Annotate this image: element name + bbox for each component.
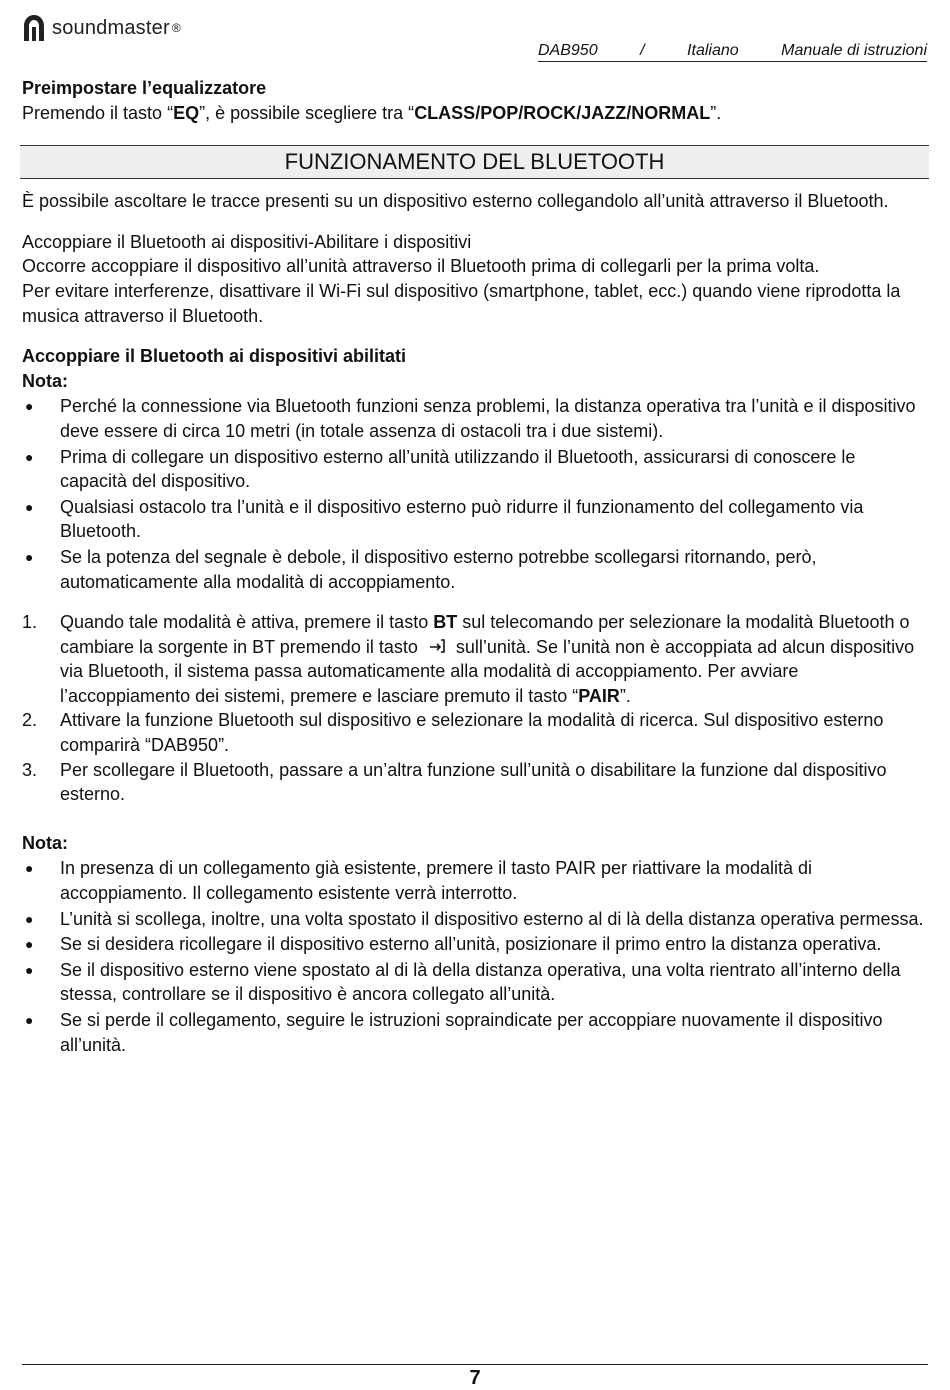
note-label-2: Nota: [22, 832, 68, 853]
list-item: ● Se si desidera ricollegare il dispositivo esterno all’unità, posizionare il primo entro la distanza operativa. [25, 934, 882, 955]
note-list-2 [22, 856, 927, 1057]
eq-modes: CLASS/POP/ROCK/JAZZ/NORMAL [414, 102, 711, 123]
list-item: ● Perché la connessione via Bluetooth funzioni senza problemi, la distanza operativa tra l’unità e il dispositivo deve essere di circa 10 metri (in totale assenza di ostacoli tra i due sistemi). [25, 396, 916, 441]
list-item: ● Se si perde il collegamento, seguire le istruzioni sopraindicate per accoppiare nuovamente il dispositivo all’unità. [25, 1010, 883, 1055]
pairing-heading: Accoppiare il Bluetooth ai dispositivi-Abilitare i dispositivi [22, 231, 472, 252]
list-item: ● Qualsiasi ostacolo tra l’unità e il dispositivo esterno può ridurre il funzionamento del collegamento via Bluetooth. [25, 496, 864, 542]
page-content [22, 76, 927, 1057]
note-list [22, 394, 927, 594]
registered-mark: ® [171, 21, 181, 35]
note-label: Nota: [22, 370, 68, 391]
eq-key: EQ [173, 102, 200, 123]
step-item: 2. Attivare la funzione Bluetooth sul dispositivo e selezionare la modalità di ricerca. Sul dispositivo esterno comparirà “DAB950”. [22, 710, 884, 756]
list-item: ● L’unità si scollega, inoltre, una volta spostato il dispositivo esterno al di là della distanza operativa permessa. [25, 908, 924, 929]
header-separator: / [640, 42, 645, 59]
eq-heading: Preimpostare l’equalizzatore [22, 78, 267, 98]
brand-logo [22, 12, 181, 44]
soundmaster-logo-icon [22, 13, 46, 43]
steps-list [22, 610, 927, 807]
section-title: FUNZIONAMENTO DEL BLUETOOTH [20, 145, 929, 179]
step-item: 1. Quando tale modalità è attiva, premere il tasto BT sul telecomando per selezionare la modalità Bluetooth o cambiare la sorgente in BT premendo il tasto sull’unità. Se l’unità non è accoppiata ad alcun dispositivo via Bluetooth, il sistema passa automaticamente alla modalità di accoppiamento. Per avviare l’accoppiamento dei sistemi, premere e lasciare premuto il tasto “PAIR”. [22, 612, 915, 706]
bt-key: BT [433, 612, 458, 633]
step-item: 3. Per scollegare il Bluetooth, passare a un’altra funzione sull’unità o disabilitare la funzione dal dispositivo esterno. [22, 759, 887, 805]
list-item: ● Se il dispositivo esterno viene spostato al di là della distanza operativa, una volta rientrato all’interno della stessa, controllare se il dispositivo è ancora collegato all’unità. [25, 959, 901, 1005]
header-manual: Manuale di istruzioni [781, 42, 927, 59]
pairing-text-1: Occorre accoppiare il dispositivo all’unità attraverso il Bluetooth prima di collegarli per la prima volta. [22, 256, 820, 277]
pair-key: PAIR [578, 685, 620, 706]
source-input-icon [427, 638, 447, 654]
enabled-heading: Accoppiare il Bluetooth ai dispositivi abilitati [22, 346, 407, 367]
footer-divider [22, 1364, 928, 1365]
brand-name: soundmaster [52, 16, 170, 39]
intro-text: È possibile ascoltare le tracce presenti su un dispositivo esterno collegandolo all’unità attraverso il Bluetooth. [22, 191, 889, 212]
document-header [538, 42, 927, 62]
header-language: Italiano [687, 42, 739, 59]
header-model: DAB950 [538, 42, 598, 59]
list-item: ● In presenza di un collegamento già esistente, premere il tasto PAIR per riattivare la modalità di accoppiamento. Il collegamento esistente verrà interrotto. [25, 858, 813, 904]
pairing-text-2: Per evitare interferenze, disattivare il Wi-Fi sul dispositivo (smartphone, tablet, ecc.) quando viene riprodotta la musica attraverso il Bluetooth. [22, 280, 901, 326]
page-number: 7 [469, 1367, 481, 1389]
list-item: ● Prima di collegare un dispositivo esterno all’unità utilizzando il Bluetooth, assicurarsi di conoscere le capacità del dispositivo. [25, 446, 856, 492]
list-item: ● Se la potenza del segnale è debole, il dispositivo esterno potrebbe scollegarsi ritornando, però, automaticamente alla modalità di accoppiamento. [25, 546, 817, 592]
eq-text: Premendo il tasto “EQ”, è possibile scegliere tra “CLASS/POP/ROCK/JAZZ/NORMAL”. [22, 102, 722, 123]
